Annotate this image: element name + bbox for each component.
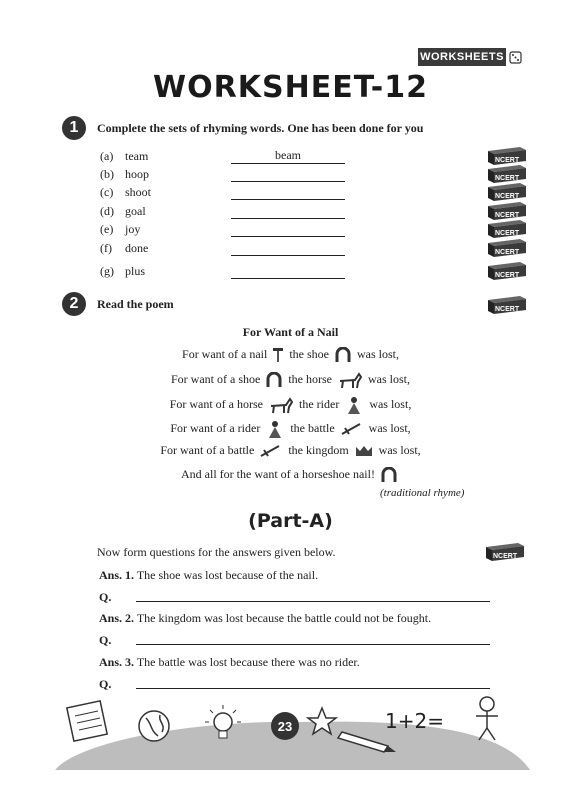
poem-line bbox=[0, 443, 581, 458]
item-word: plus bbox=[125, 264, 146, 278]
horseshoe-icon bbox=[334, 347, 352, 363]
svg-text:NCERT: NCERT bbox=[495, 306, 520, 313]
poem-text: was lost, bbox=[367, 371, 410, 386]
answer-field-g[interactable] bbox=[231, 264, 345, 279]
poem-text: For want of a horse bbox=[169, 396, 263, 411]
list-item bbox=[100, 241, 220, 257]
question-2-line[interactable] bbox=[136, 643, 490, 645]
ncert-book-icon bbox=[488, 239, 526, 257]
list-item bbox=[100, 222, 220, 238]
section-2-instruction: Read the poem bbox=[97, 297, 174, 311]
poem-title: For Want of a Nail bbox=[242, 325, 339, 339]
ncert-book-icon bbox=[488, 183, 526, 201]
answer-text: The kingdom was lost because the battle could not be fought. bbox=[136, 611, 432, 625]
poem-text: For want of a battle bbox=[160, 443, 255, 457]
answer-number: Ans. 1. bbox=[99, 568, 135, 582]
ncert-book-icon bbox=[488, 220, 526, 238]
poem-line bbox=[0, 419, 581, 439]
nail-icon bbox=[272, 347, 284, 363]
item-word: done bbox=[125, 241, 149, 255]
ncert-book-icon bbox=[488, 165, 526, 183]
poem-text: was lost, bbox=[356, 347, 399, 361]
poem-text: was lost, bbox=[369, 396, 412, 411]
poem-text: the rider bbox=[299, 396, 340, 411]
list-item bbox=[100, 204, 220, 220]
horseshoe-icon bbox=[380, 467, 398, 483]
item-word: joy bbox=[125, 222, 141, 236]
answer-field-b[interactable] bbox=[231, 167, 345, 182]
svg-text:NCERT: NCERT bbox=[495, 272, 520, 279]
poem-line bbox=[0, 395, 581, 415]
dice-icon bbox=[508, 48, 524, 66]
poem-line bbox=[0, 371, 581, 389]
part-a-instruction: Now form questions for the answers given below. bbox=[97, 545, 336, 559]
crown-icon bbox=[354, 444, 374, 458]
item-label: (e) bbox=[100, 222, 114, 236]
ncert-book-icon bbox=[488, 147, 526, 165]
answer-text: The shoe was lost because of the nail. bbox=[136, 568, 319, 582]
poem-line bbox=[0, 347, 581, 363]
answer-field-c[interactable] bbox=[231, 185, 345, 200]
answer-field-d[interactable] bbox=[231, 204, 345, 219]
section-2-number: 2 bbox=[62, 292, 86, 316]
sword-icon bbox=[340, 422, 364, 436]
item-label: (f) bbox=[100, 241, 112, 255]
math-text: 1+2= bbox=[385, 709, 444, 733]
poem-text: the kingdom bbox=[288, 443, 349, 457]
poem-text: the battle bbox=[290, 420, 335, 435]
poem-text: For want of a rider bbox=[170, 420, 261, 435]
part-a-heading: (Part-A) bbox=[248, 510, 333, 532]
list-item bbox=[100, 264, 220, 280]
item-label: (d) bbox=[100, 204, 114, 218]
worksheets-tag: WORKSHEETS bbox=[418, 48, 506, 66]
poem-text: And all for the want of a horseshoe nail! bbox=[181, 467, 375, 481]
page-title: WORKSHEET-12 bbox=[153, 70, 428, 105]
answer-field-f[interactable] bbox=[231, 241, 345, 256]
svg-text:NCERT: NCERT bbox=[493, 553, 518, 560]
svg-text:NCERT: NCERT bbox=[495, 212, 520, 219]
answer-text: The battle was lost because there was no rider. bbox=[136, 655, 360, 669]
item-label: (g) bbox=[100, 264, 114, 278]
answer-2 bbox=[99, 611, 431, 626]
section-1-instruction: Complete the sets of rhyming words. One has been done for you bbox=[97, 121, 424, 135]
poem-text: the shoe bbox=[289, 347, 329, 361]
page-number: 23 bbox=[277, 719, 293, 734]
svg-text:NCERT: NCERT bbox=[495, 249, 520, 256]
page-number-badge bbox=[271, 712, 299, 740]
ncert-book-icon bbox=[488, 296, 526, 314]
poem-text: For want of a shoe bbox=[171, 371, 261, 386]
answer-number: Ans. 2. bbox=[99, 611, 135, 625]
item-word: shoot bbox=[125, 185, 152, 199]
stick-figure-icon bbox=[476, 697, 498, 740]
notepad-icon bbox=[67, 701, 107, 741]
svg-text:NCERT: NCERT bbox=[495, 157, 520, 164]
answer-field-a: beam bbox=[231, 149, 345, 164]
item-word: goal bbox=[125, 204, 146, 218]
question-label: Q. bbox=[99, 590, 112, 604]
item-label: (b) bbox=[100, 167, 114, 181]
poem-text: was lost, bbox=[378, 443, 421, 457]
answer-field-e[interactable] bbox=[231, 222, 345, 237]
svg-text:NCERT: NCERT bbox=[495, 175, 520, 182]
question-label: Q. bbox=[99, 677, 112, 691]
sword-icon bbox=[259, 444, 283, 458]
item-word: team bbox=[125, 149, 149, 163]
question-label: Q. bbox=[99, 633, 112, 647]
svg-text:NCERT: NCERT bbox=[495, 193, 520, 200]
item-word: hoop bbox=[125, 167, 149, 181]
list-item bbox=[100, 185, 220, 201]
horseshoe-icon bbox=[265, 372, 283, 388]
ncert-book-icon bbox=[488, 262, 526, 280]
poem-line bbox=[0, 467, 581, 483]
answer-3 bbox=[99, 655, 360, 670]
list-item bbox=[100, 167, 220, 183]
poem-credit: (traditional rhyme) bbox=[380, 487, 465, 499]
horse-icon bbox=[268, 396, 294, 414]
svg-text:NCERT: NCERT bbox=[495, 230, 520, 237]
horse-icon bbox=[337, 371, 363, 389]
answer-number: Ans. 3. bbox=[99, 655, 135, 669]
footer-illustration bbox=[0, 690, 581, 770]
ncert-book-icon bbox=[486, 543, 524, 561]
answer-1 bbox=[99, 568, 318, 583]
question-1-line[interactable] bbox=[136, 600, 490, 602]
section-1-number: 1 bbox=[62, 116, 86, 140]
poem-text: the horse bbox=[288, 371, 332, 386]
question-3-line[interactable] bbox=[136, 687, 490, 689]
rider-icon bbox=[265, 419, 285, 439]
ncert-book-icon bbox=[488, 202, 526, 220]
globe-icon bbox=[139, 711, 169, 741]
poem-text: For want of a nail bbox=[182, 347, 268, 361]
poem-text: was lost, bbox=[368, 420, 411, 435]
item-label: (c) bbox=[100, 185, 114, 199]
rider-icon bbox=[344, 395, 364, 415]
list-item bbox=[100, 149, 220, 165]
item-label: (a) bbox=[100, 149, 114, 163]
